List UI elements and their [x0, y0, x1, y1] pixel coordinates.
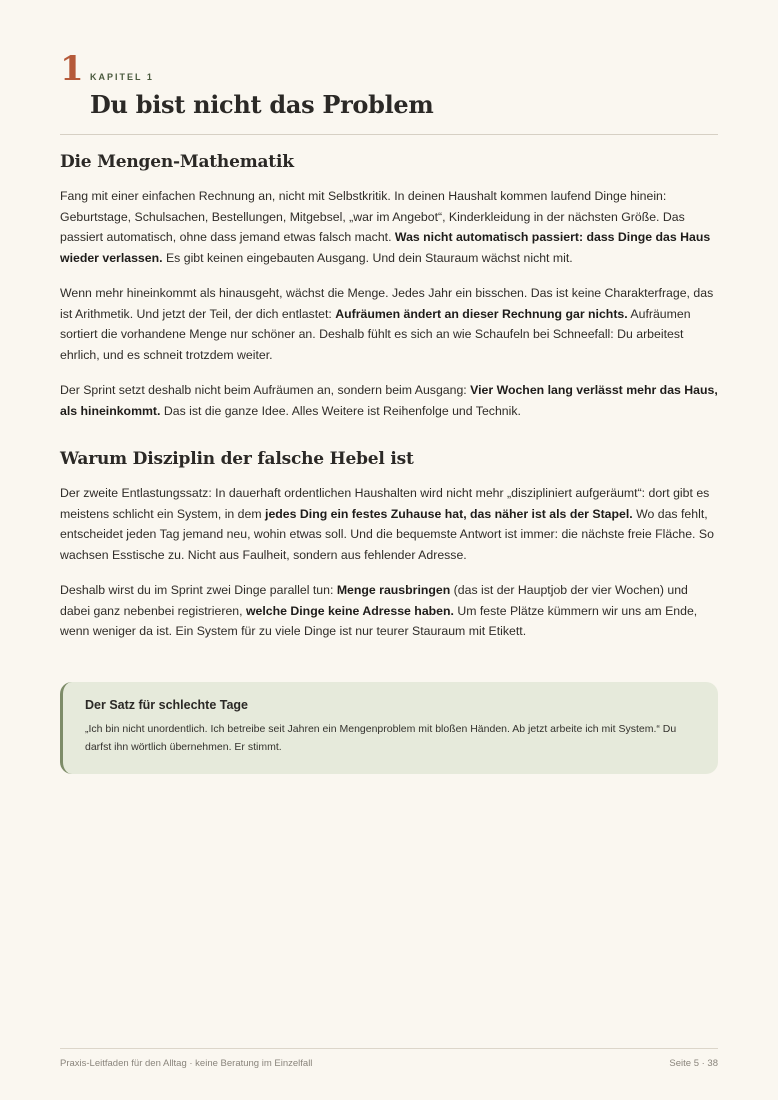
- paragraph: Der Sprint setzt deshalb nicht beim Aufräumen an, sondern beim Ausgang: Vier Wochen lang verlässt mehr das Haus, als hineinkommt. Das ist die ganze Idee. Alles Weitere ist Reihenfolge und Technik.: [60, 383, 718, 418]
- paragraph: Der zweite Entlastungssatz: In dauerhaft ordentlichen Haushalten wird nicht mehr „diszipliniert aufgeräumt“: dort gibt es meistens schlicht ein System, in dem jedes Ding ein festes Zuhause hat, das näher ist als der Stapel. Wo das fehlt, entscheidet jeden Tag jemand neu, wohin etwas soll. Und die bequemste Antwort ist immer: die nächste freie Fläche. So wachsen Esstische zu. Nicht aus Faulheit, sondern aus fehlender Adresse.: [60, 486, 714, 562]
- chapter-kicker: KAPITEL 1: [90, 72, 154, 82]
- emphasis: welche Dinge keine Adresse haben.: [245, 603, 454, 618]
- page-number: Seite 5 · 38: [669, 1058, 718, 1069]
- section-disziplin: [60, 449, 718, 642]
- paragraph: Deshalb wirst du im Sprint zwei Dinge parallel tun: Menge rausbringen (das ist der Hauptjob der vier Wochen) und dabei ganz nebenbei registrieren, welche Dinge keine Adresse haben. Um feste Plätze kümmern wir uns am Ende, wenn weniger da ist. Ein System für zu viele Dinge ist nur teurer Stauraum mit Etikett.: [60, 583, 698, 638]
- emphasis: Vier Wochen lang verlässt mehr das Haus, als hineinkommt.: [60, 383, 718, 418]
- callout-box: [60, 682, 718, 774]
- chapter-title: Du bist nicht das Problem: [90, 90, 434, 119]
- paragraph: Wenn mehr hineinkommt als hinausgeht, wächst die Menge. Jedes Jahr ein bisschen. Das ist keine Charakterfrage, das ist Arithmetik. Und jetzt der Teil, der dich entlastet: Aufräumen ändert an dieser Rechnung gar nichts. Aufräumen sortiert die vorhandene Menge nur schöner an. Deshalb fühlt es sich an wie Schaufeln bei Schneefall: Du arbeitest ehrlich, und es schneit trotzdem weiter.: [60, 286, 714, 362]
- emphasis: Was nicht automatisch passiert: dass Dinge das Haus wieder verlassen.: [60, 230, 711, 265]
- callout-text: „Ich bin nicht unordentlich. Ich betreibe seit Jahren ein Mengenproblem mit bloßen Händen. Ab jetzt arbeite ich mit System.“ Du darfst ihn wörtlich übernehmen. Er stimmt.: [85, 722, 677, 753]
- emphasis: Aufräumen ändert an dieser Rechnung gar nichts.: [335, 306, 628, 321]
- callout-title: Der Satz für schlechte Tage: [85, 697, 249, 712]
- section-heading: Warum Disziplin der falsche Hebel ist: [60, 449, 414, 469]
- section-mengen-mathematik: [60, 152, 718, 421]
- chapter-header: [60, 49, 718, 135]
- chapter-content: [60, 152, 718, 774]
- emphasis: jedes Ding ein festes Zuhause hat, das näher ist als der Stapel.: [265, 506, 633, 521]
- chapter-number: 1: [60, 49, 84, 89]
- emphasis: Menge rausbringen: [336, 583, 451, 597]
- footer-disclaimer: Praxis-Leitfaden für den Alltag · keine Beratung im Einzelfall: [60, 1058, 313, 1069]
- section-heading: Die Mengen-Mathematik: [60, 152, 294, 172]
- page-footer: [60, 1048, 718, 1069]
- paragraph: Fang mit einer einfachen Rechnung an, nicht mit Selbstkritik. In deinen Haushalt kommen laufend Dinge hinein: Geburtstage, Schulsachen, Bestellungen, Mitgebsel, „war im Angebot“, Kinderkleidung in der nächsten Größe. Das passiert automatisch, ohne dass jemand etwas falsch macht. Was nicht automatisch passiert: dass Dinge das Haus wieder verlassen. Es gibt keinen eingebauten Ausgang. Und dein Stauraum wächst nicht mit.: [60, 189, 711, 265]
- page: [60, 0, 718, 1100]
